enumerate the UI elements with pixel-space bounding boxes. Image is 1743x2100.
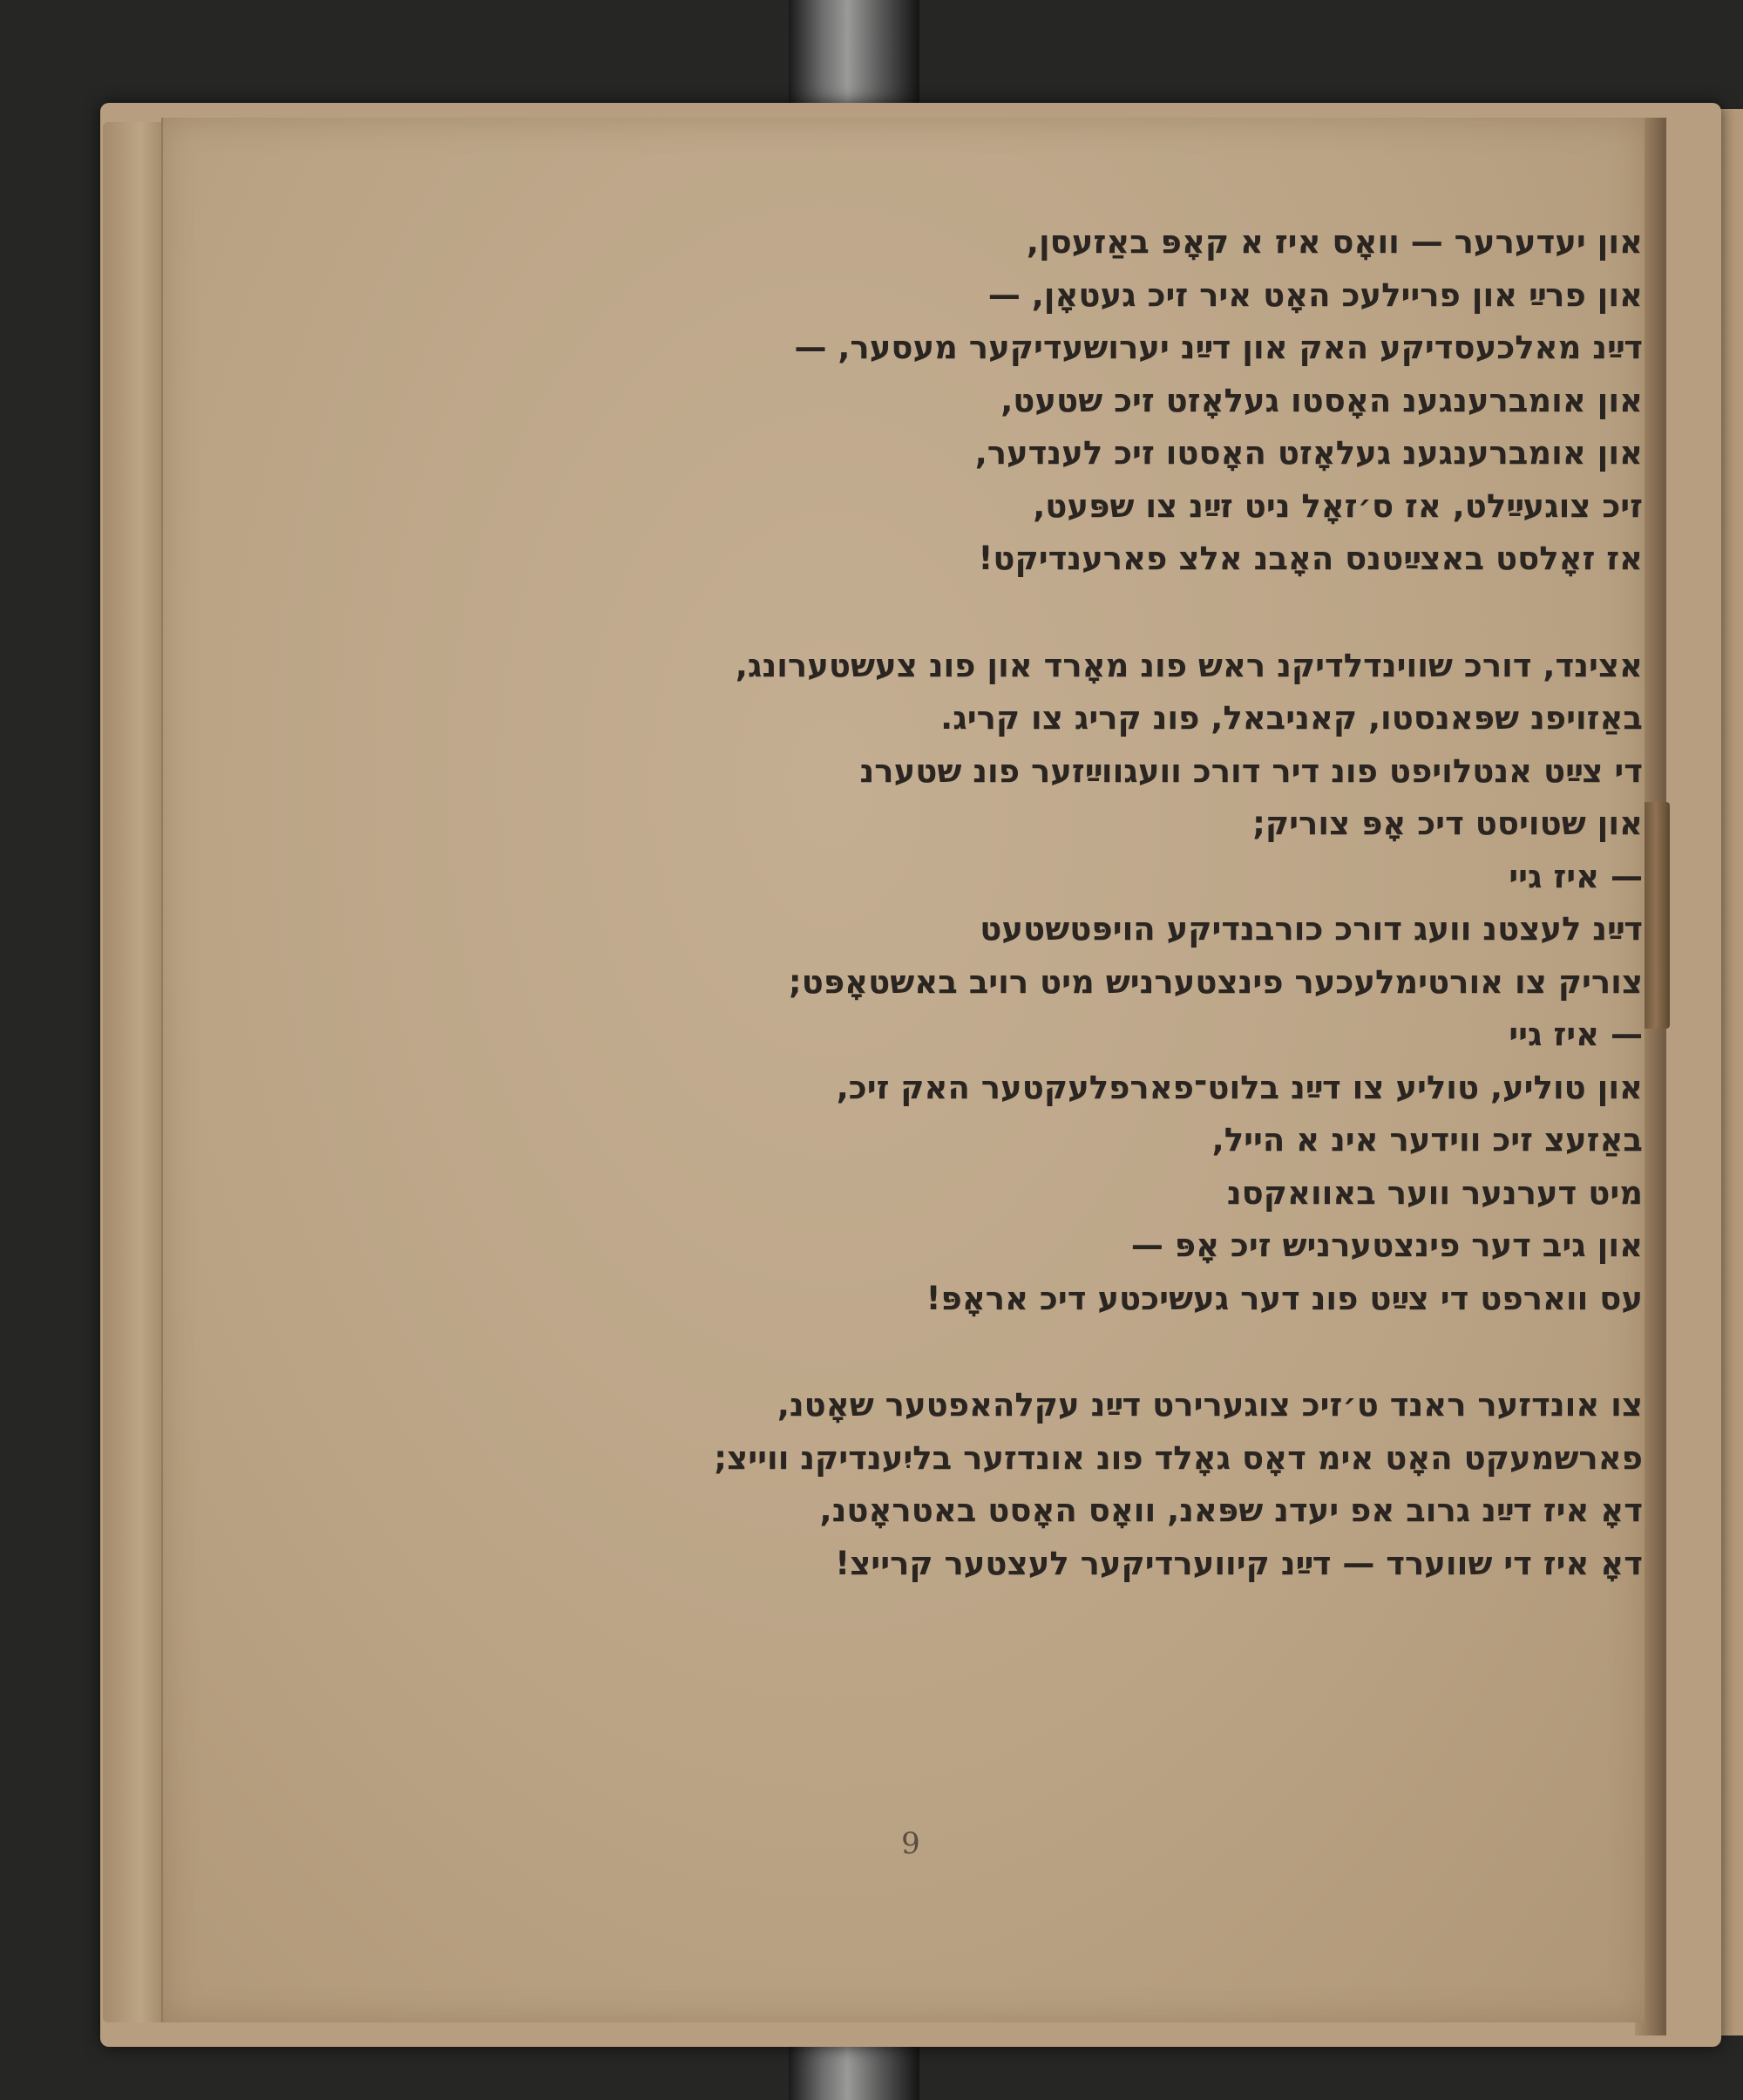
poem-line: באַזויפנ שפּאנסטו, קאניבאל, פונ קריג צו קריג. [940, 699, 1643, 737]
poem-line: דאָ איז דײַנ גרוב אפ יעדנ שפּאנ, וואָס האָסט באטראָטנ, [819, 1492, 1643, 1529]
poem-line: — איז גיי [1509, 857, 1643, 895]
poem-line: אצינד, דורכ שווינדלדיקנ ראש פונ מאָרד און פונ צעשטערונג, [735, 646, 1643, 684]
poem-line: דײַנ לעצטנ וועג דורכ כורבנדיקע הויפּטשטעט [980, 910, 1643, 948]
poem-line: און פרײַ און פריילעכ האָט איר זיכ געטאָן, — [987, 275, 1643, 314]
poem-line: פארשמעקט האָט אימ דאָס גאָלד פונ אונדזער בליִענדיקנ ווייצ; [714, 1438, 1643, 1477]
poem-text [510, 216, 1643, 1590]
poem-line: צו אונדזער ראנד ט׳זיכ צוגערירט דײַנ עקלהאפטער שאָטנ, [777, 1386, 1643, 1424]
stanza-1 [510, 216, 1643, 586]
poem-line: און גיב דער פינצטערניש זיכ אָפּ — [1130, 1227, 1643, 1264]
stanza-2 [510, 640, 1643, 1326]
poem-line: און טוליע, טוליע צו דײַנ בלוט־פארפלעקטער האק זיכ, [836, 1068, 1643, 1106]
poem-line: די צײַט אנטלויפט פונ דיר דורכ וועגווײַזער פונ שטערנ [859, 751, 1643, 790]
poem-line: און אומברענגענ געלאָזט האָסטו זיכ לענדער, [974, 434, 1643, 472]
poem-line: מיט דערנער ווער באוואקסנ [1226, 1173, 1643, 1212]
poem-line: זיכ צוגעײַלט, אז ס׳זאָל ניט זײַנ צו שפּעט, [1033, 486, 1643, 525]
poem-line: — איז גיי [1509, 1016, 1643, 1053]
page-stack-edge [103, 122, 166, 2022]
stanza-3 [510, 1379, 1643, 1590]
poem-line: דאָ איז די שווערד — דײַנ קיווערדיקער לעצטער קרייצ! [835, 1544, 1643, 1582]
poem-line: און אומברענגענ האָסטו געלאָזט זיכ שטעט, [1000, 381, 1643, 419]
poem-line: צוריק צו אורטימלעכער פינצטערניש מיט רויב באשטאָפּט; [788, 962, 1643, 1001]
poem-line: און יעדערער — וואָס איז א קאָפּ באַזעסן, [1026, 223, 1643, 261]
spine-damage [1642, 802, 1670, 1029]
poem-line: באַזעצ זיכ ווידער אינ א הייל, [1211, 1121, 1643, 1159]
poem-line: עס ווארפט די צײַט פונ דער געשיכטע דיכ אראָפּ! [926, 1279, 1643, 1317]
poem-line: אז זאָלסט באצײַטנס האָבנ אלצ פארענדיקט! [978, 540, 1643, 577]
poem-line: און שטויסט דיכ אָפּ צוריק; [1252, 805, 1643, 842]
poem-line: דײַנ מאלכעסדיקע האק און דײַנ יערושעדיקער מעסער, — [794, 329, 1643, 366]
page-number: 9 [901, 1826, 920, 1861]
